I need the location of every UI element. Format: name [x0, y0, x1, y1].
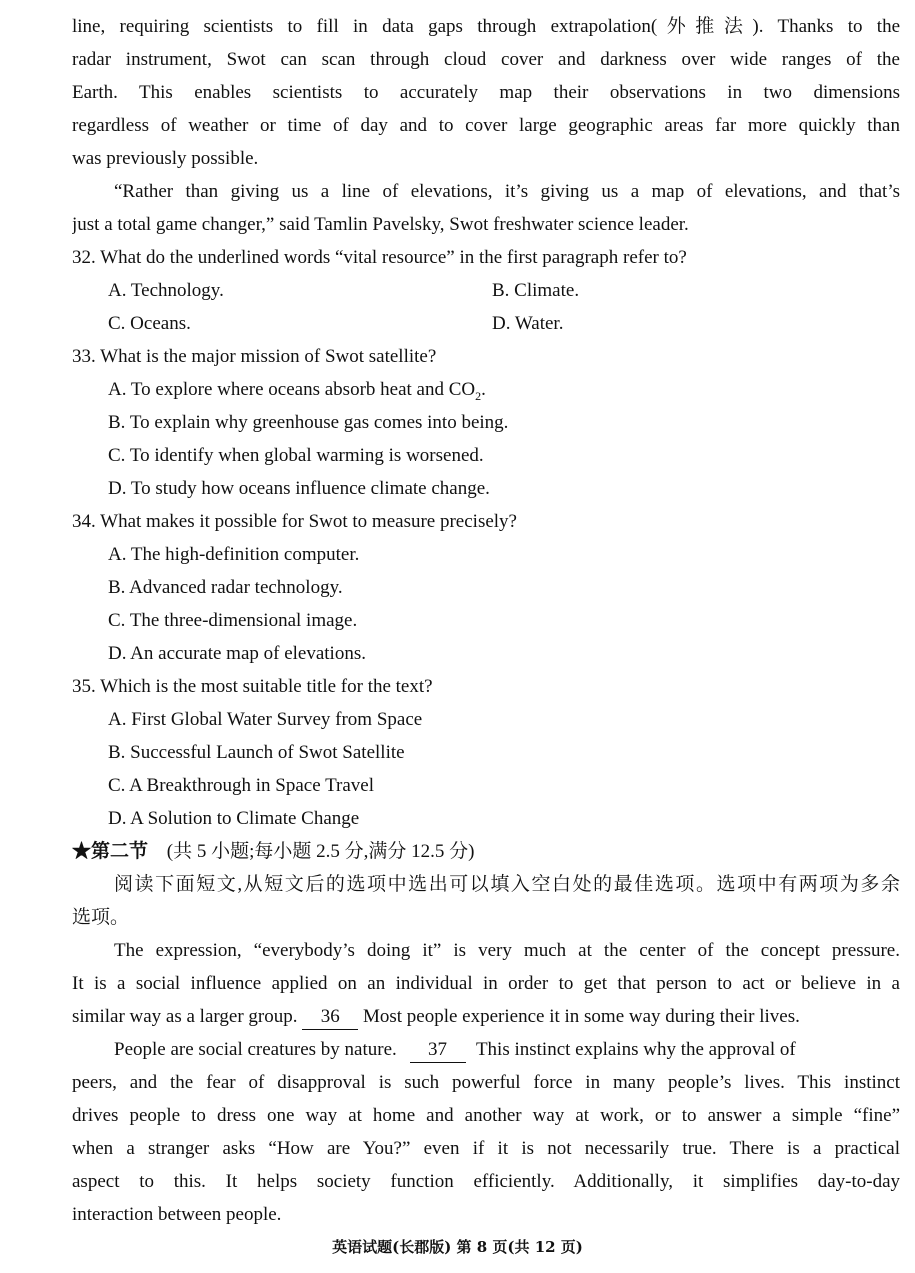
exam-page: [72, 10, 900, 1231]
question-32-options-row: [72, 307, 900, 340]
option-b[interactable]: B. To explain why greenhouse gas comes into being.: [108, 412, 509, 433]
option-a[interactable]: A. First Global Water Survey from Space: [108, 709, 423, 730]
option-a-text: A. To explore where oceans absorb heat and CO: [108, 379, 476, 400]
option-a[interactable]: A. Technology.: [108, 280, 224, 301]
passage-line: regardless of weather or time of day and to cover large geographic areas far more quickly than: [72, 115, 900, 136]
blank-36[interactable]: 36: [302, 1005, 358, 1030]
passage-line: when a stranger asks “How are You?” even if it is not necessarily true. There is a practical: [72, 1138, 900, 1159]
option-c[interactable]: C. To identify when global warming is worsened.: [108, 445, 484, 466]
option-a[interactable]: A. The high-definition computer.: [108, 544, 360, 565]
section-scoring: (共 5 小题;每小题 2.5 分,满分 12.5 分): [166, 841, 475, 862]
option-c[interactable]: C. A Breakthrough in Space Travel: [108, 775, 374, 796]
blank-37[interactable]: 37: [410, 1038, 466, 1063]
option-c[interactable]: C. Oceans.: [108, 313, 191, 334]
passage-text: This instinct explains why the approval of: [475, 1039, 796, 1060]
section-title: ★第二节: [72, 841, 149, 862]
option-b[interactable]: B. Successful Launch of Swot Satellite: [108, 742, 405, 763]
question-35-stem: 35. Which is the most suitable title for the text?: [72, 676, 433, 697]
passage-text: Most people experience it in some way during their lives.: [362, 1006, 800, 1027]
option-c[interactable]: C. The three-dimensional image.: [108, 610, 358, 631]
passage-line: aspect to this. It helps society function efficiently. Additionally, it simplifies day-to-day: [72, 1171, 900, 1192]
section-instruction: 选项。: [72, 907, 130, 928]
option-b[interactable]: B. Climate.: [492, 280, 580, 301]
question-34-stem: 34. What makes it possible for Swot to measure precisely?: [72, 511, 517, 532]
passage-line: drives people to dress one way at home and another way at work, or to answer a simple “fine”: [72, 1105, 900, 1126]
passage-line: radar instrument, Swot can scan through cloud cover and darkness over wide ranges of the: [72, 49, 900, 70]
option-d[interactable]: D. Water.: [492, 313, 564, 334]
question-33-stem: 33. What is the major mission of Swot satellite?: [72, 346, 437, 367]
section-heading: [72, 835, 900, 868]
question-32-stem: 32. What do the underlined words “vital resource” in the first paragraph refer to?: [72, 247, 687, 268]
passage-line: was previously possible.: [72, 148, 259, 169]
option-d[interactable]: D. To study how oceans influence climate change.: [108, 478, 490, 499]
page-footer: 英语试题(长郡版) 第 8 页(共 12 页): [332, 1238, 583, 1256]
option-a-period: .: [481, 379, 486, 400]
option-d[interactable]: D. A Solution to Climate Change: [108, 808, 360, 829]
question-32-options-row: [72, 274, 900, 307]
option-b[interactable]: B. Advanced radar technology.: [108, 577, 343, 598]
passage-line: interaction between people.: [72, 1204, 282, 1225]
passage-line: [72, 1033, 900, 1066]
passage-line: The expression, “everybody’s doing it” is very much at the center of the concept pressure.: [114, 940, 900, 961]
option-a[interactable]: [72, 373, 900, 406]
quote-line: just a total game changer,” said Tamlin Pavelsky, Swot freshwater science leader.: [72, 214, 689, 235]
passage-line: [72, 1000, 900, 1033]
subscript: 2: [475, 388, 482, 403]
passage-line: Earth. This enables scientists to accurately map their observations in two dimensions: [72, 82, 900, 103]
quote-line: “Rather than giving us a line of elevations, it’s giving us a map of elevations, and that’s: [114, 181, 900, 202]
passage-line: peers, and the fear of disapproval is such powerful force in many people’s lives. This instinct: [72, 1072, 900, 1093]
passage-line: line, requiring scientists to fill in data gaps through extrapolation(外推法). Thanks to the: [72, 16, 900, 37]
passage-text: similar way as a larger group.: [72, 1006, 298, 1027]
section-instruction: 阅读下面短文,从短文后的选项中选出可以填入空白处的最佳选项。选项中有两项为多余: [114, 874, 900, 895]
passage-line: It is a social influence applied on an individual in order to get that person to act or believe in a: [72, 973, 900, 994]
option-d[interactable]: D. An accurate map of elevations.: [108, 643, 366, 664]
passage-text: People are social creatures by nature.: [114, 1039, 397, 1060]
